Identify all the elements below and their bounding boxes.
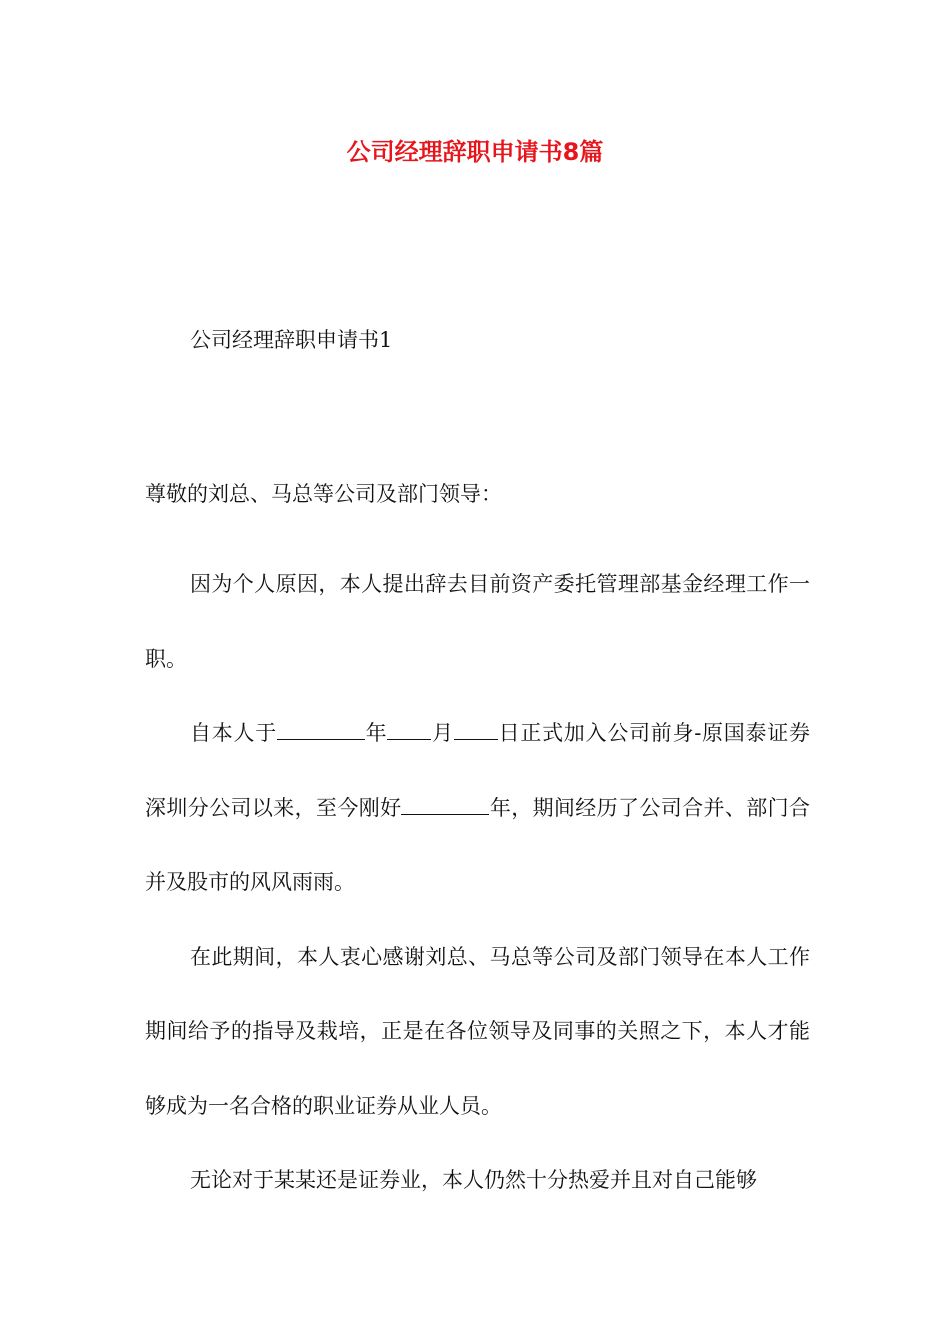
- blank-duration-field: [401, 794, 489, 815]
- paragraph-1: 因为个人原因，本人提出辞去目前资产委托管理部基金经理工作一职。: [145, 572, 810, 671]
- paragraph-2-text-d: 日正式加入公司前身-原国泰证券深圳分公司以来，至今刚好: [145, 721, 810, 820]
- paragraph-2-text-c: 月: [431, 721, 454, 745]
- blank-year-field: [277, 719, 365, 740]
- paragraph-4: 无论对于某某还是证券业，本人仍然十分热爱并且对自己能够: [190, 1168, 757, 1192]
- paragraph-2: [145, 696, 810, 920]
- document-title: 公司经理辞职申请书8篇: [346, 138, 604, 166]
- letter-body: [145, 547, 810, 1218]
- section-title: 公司经理辞职申请书1: [190, 328, 393, 352]
- paragraph-2-text-e: 年，期间经历了公司合并、部门合并及股市的风风雨雨。: [145, 795, 811, 894]
- paragraph-2-text-b: 年: [364, 721, 388, 745]
- salutation: 尊敬的刘总、马总等公司及部门领导：: [145, 482, 502, 506]
- blank-month-field: [387, 719, 431, 740]
- blank-day-field: [454, 719, 498, 740]
- paragraph-3: 在此期间，本人衷心感谢刘总、马总等公司及部门领导在本人工作期间给予的指导及栽培，正是在各位领导及同事的关照之下，本人才能够成为一名合格的职业证券从业人员。: [145, 944, 810, 1118]
- paragraph-2-text-a: 自本人于: [190, 721, 277, 745]
